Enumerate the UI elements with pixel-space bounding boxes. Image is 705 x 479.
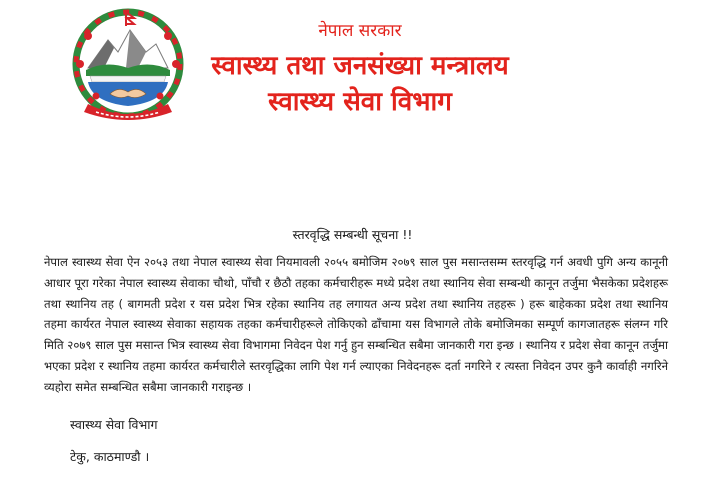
department-name: स्वास्थ्य सेवा विभाग [268,87,452,117]
nepal-government-emblem-icon [66,6,190,124]
government-name: नेपाल सरकार [318,21,402,41]
ministry-name: स्वास्थ्य तथा जनसंख्या मन्त्रालय [211,51,509,81]
signature-department: स्वास्थ्य सेवा विभाग [70,417,158,432]
signature-place: टेकु, काठमाण्डौ । [70,449,150,464]
notice-body: नेपाल स्वास्थ्य सेवा ऐन २०५३ तथा नेपाल स्वास्थ्य सेवा नियमावली २०५५ बमोजिम २०७९ साल पुस मसान्तसम्म स्तरवृद्धि गर्न अवधी पुगि अन्य कानूनी आधार पूरा गरेका नेपाल स्वास्थ्य सेवाका चौथो, पाँचौ र छैठौ तहका कर्मचारीहरू मध्ये प्रदेश तथा स्थानिय सेवा सम्बन्धी कानून तर्जुमा भैसकेका प्रदेशहरू तथा स्थानिय तह ( बागमती प्रदेश र यस प्रदेश भित्र रहेका स्थानिय तह लगायत अन्य प्रदेश तथा स्थानिय तहहरू ) हरू बाहेकका प्रदेश तथा स्थानिय तहमा कार्यरत नेपाल स्वास्थ्य सेवाका सहायक तहका कर्मचारीहरूले तोकिएको ढाँचामा यस विभागले तोके बमोजिमका सम्पूर्ण कागजातहरू संलग्न गरि मिति २०७९ साल पुस मसान्त भित्र स्वास्थ्य सेवा विभागमा निवेदन पेश गर्नु हुन सम्बन्धित सबैमा जानकारी गरा इन्छ । स्थानिय र प्रदेश सेवा कानून तर्जुमा भएका प्रदेश र स्थानिय तहमा कार्यरत कर्मचारीले स्तरवृद्धिका लागि पेश गर्न ल्याएका निवेदनहरू दर्ता नगरिने र त्यस्ता निवेदन उपर कुनै कार्वाही नगरिने व्यहोरा समेत सम्बन्धित सबैमा जानकारी गराइन्छ । [44,255,668,394]
notice-title: स्तरवृद्धि सम्बन्धी सूचना !! [292,227,413,242]
